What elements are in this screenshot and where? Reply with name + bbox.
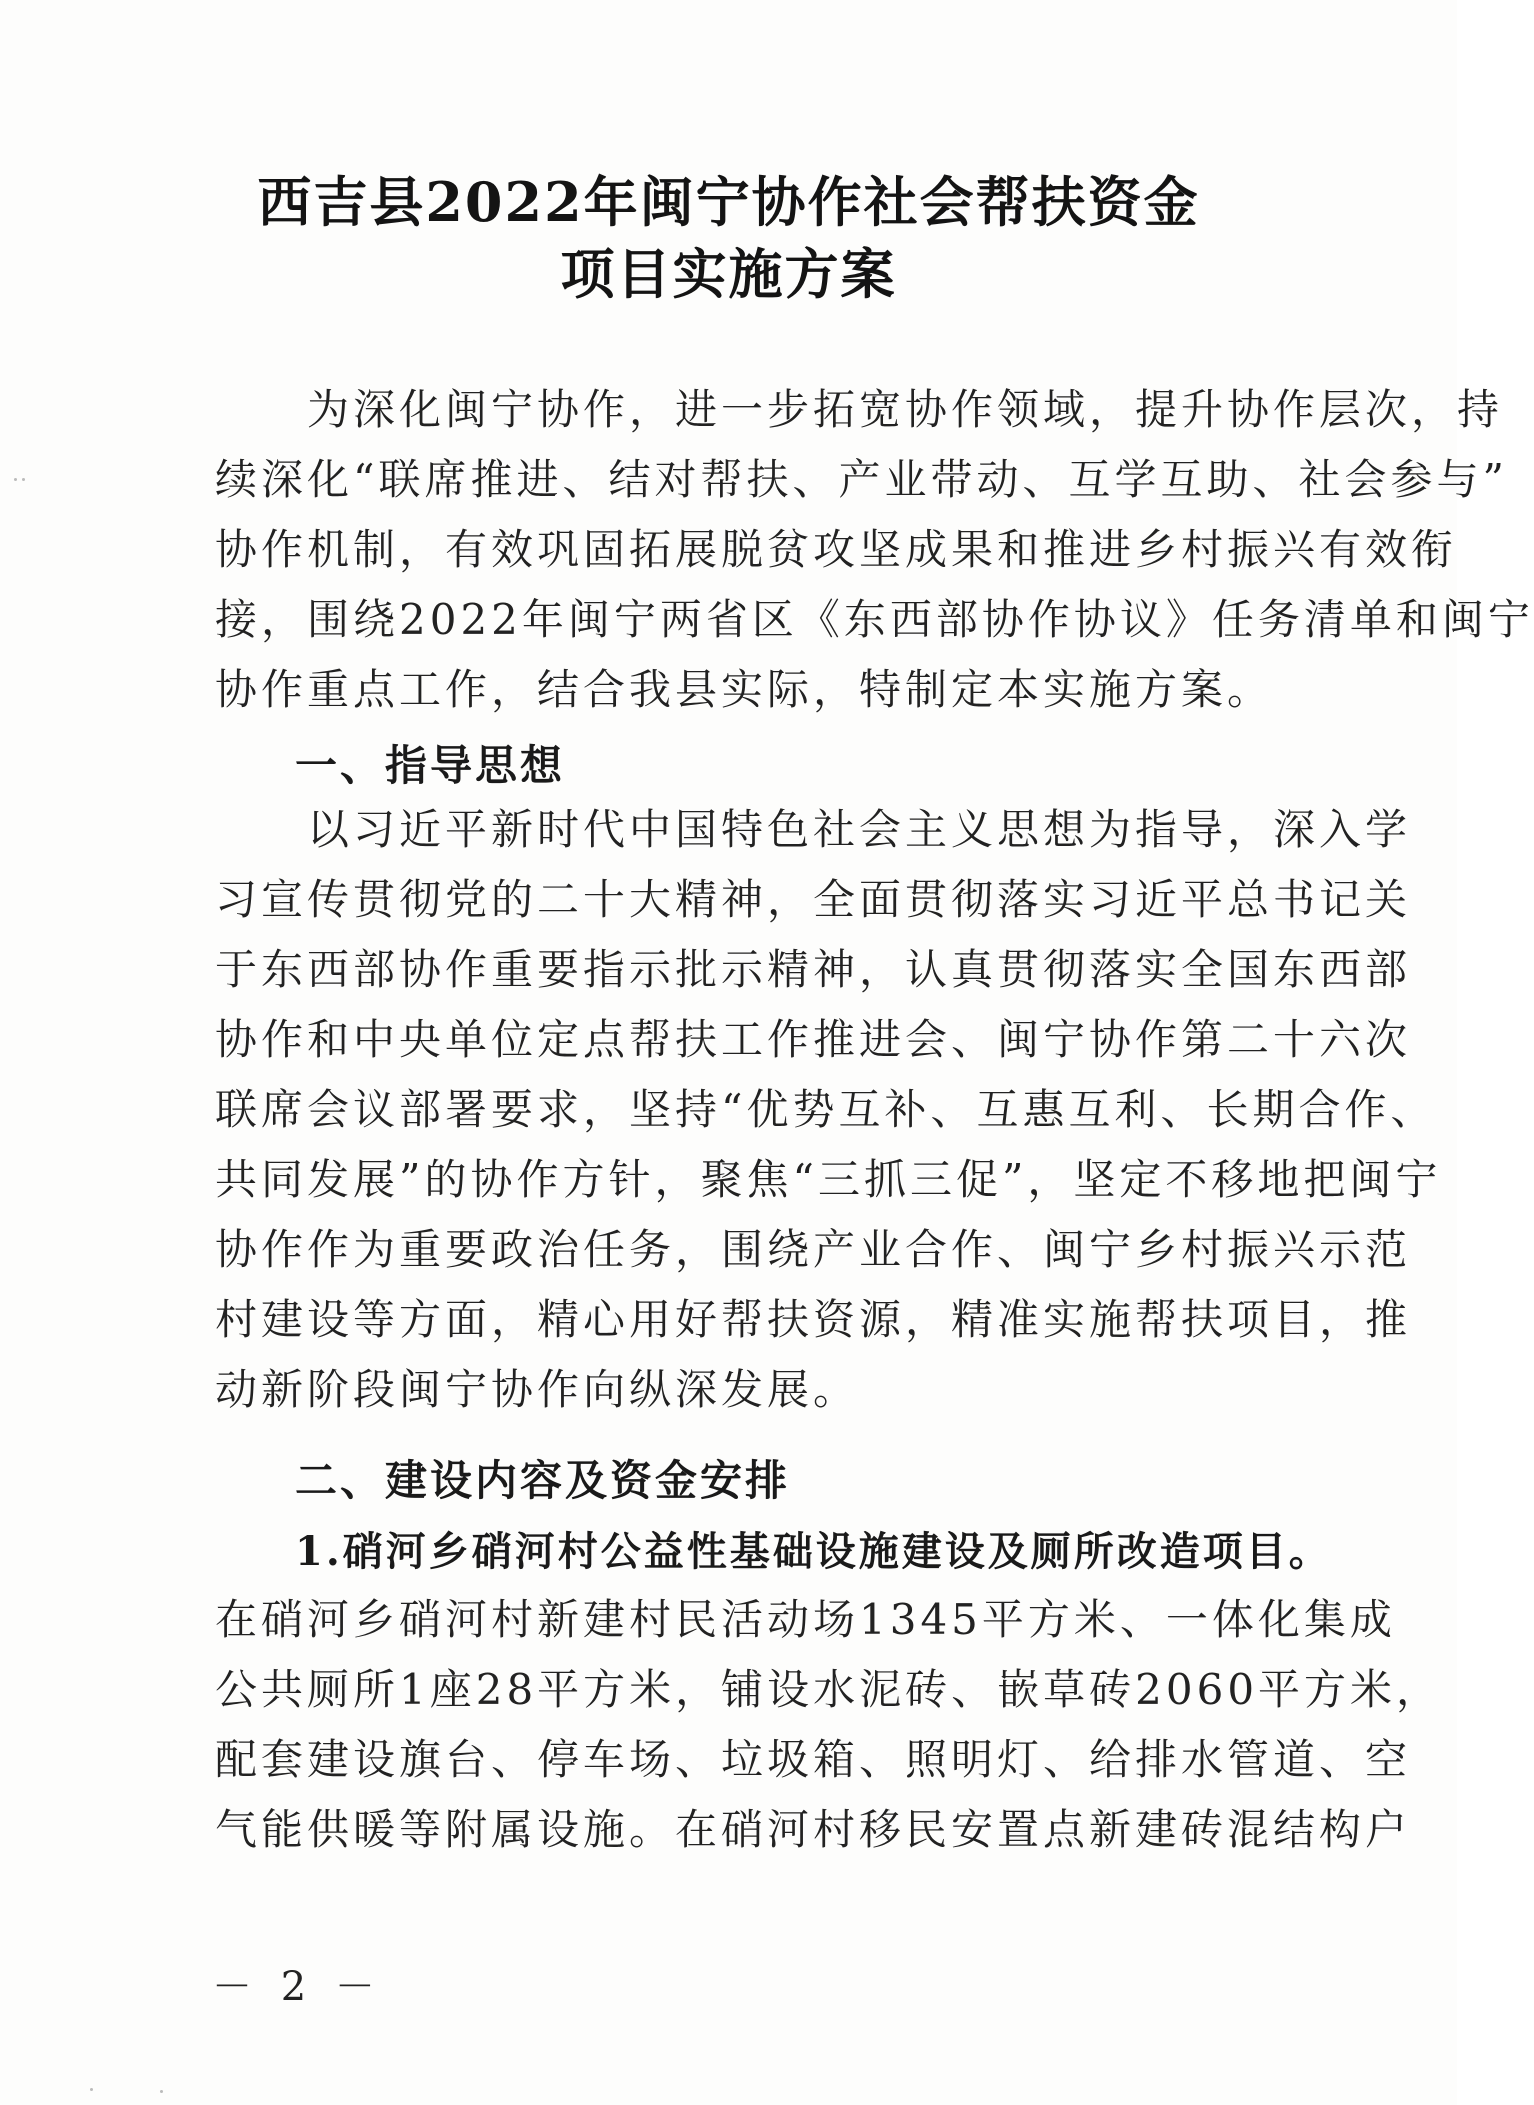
item1-line-3: 配套建设旗台、停车场、垃圾箱、照明灯、给排水管道、空 [215, 1735, 1412, 1784]
intro-line-4: 接，围绕2022年闽宁两省区《东西部协作协议》任务清单和闽宁 [215, 595, 1534, 644]
scan-speck [22, 478, 25, 481]
intro-line-3: 协作机制，有效巩固拓展脱贫攻坚成果和推进乡村振兴有效衔 [215, 525, 1458, 574]
item1-line-4: 气能供暖等附属设施。在硝河村移民安置点新建砖混结构户 [215, 1805, 1412, 1854]
intro-line-5: 协作重点工作，结合我县实际，特制定本实施方案。 [215, 665, 1274, 714]
document-title-line1: 西吉县2022年闽宁协作社会帮扶资金 [257, 170, 1200, 234]
scan-speck [160, 2090, 163, 2093]
section1-line-9: 动新阶段闽宁协作向纵深发展。 [215, 1365, 860, 1414]
section1-line-4: 协作和中央单位定点帮扶工作推进会、闽宁协作第二十六次 [215, 1015, 1412, 1064]
section1-line-7: 协作作为重要政治任务，围绕产业合作、闽宁乡村振兴示范 [215, 1225, 1412, 1274]
item1-heading: 1.硝河乡硝河村公益性基础设施建设及厕所改造项目。 [295, 1528, 1332, 1575]
section1-line-3: 于东西部协作重要指示批示精神，认真贯彻落实全国东西部 [215, 945, 1412, 994]
section1-line-5: 联席会议部署要求，坚持“优势互补、互惠互利、长期合作、 [215, 1085, 1437, 1134]
intro-line-1: 为深化闽宁协作，进一步拓宽协作领域，提升协作层次，持 [215, 385, 1504, 434]
scan-speck [14, 478, 17, 481]
scan-speck [90, 2088, 93, 2091]
section2-heading: 二、建设内容及资金安排 [295, 1456, 791, 1505]
item1-line-1: 在硝河乡硝河村新建村民活动场1345平方米、一体化集成 [215, 1595, 1396, 1644]
section1-line-1: 以习近平新时代中国特色社会主义思想为指导，深入学 [215, 805, 1412, 854]
section1-line-2: 习宣传贯彻党的二十大精神，全面贯彻落实习近平总书记关 [215, 875, 1412, 924]
intro-line-2: 续深化“联席推进、结对帮扶、产业带动、互学互助、社会参与” [215, 455, 1508, 504]
section1-line-8: 村建设等方面，精心用好帮扶资源，精准实施帮扶项目，推 [215, 1295, 1412, 1344]
page-number: － 2 － [212, 1964, 383, 2010]
document-title-line2: 项目实施方案 [560, 242, 897, 306]
section1-heading: 一、指导思想 [295, 741, 566, 790]
item1-line-2: 公共厕所1座28平方米，铺设水泥砖、嵌草砖2060平方米， [215, 1665, 1443, 1714]
section1-line-6: 共同发展”的协作方针，聚焦“三抓三促”，坚定不移地把闽宁 [215, 1155, 1442, 1204]
